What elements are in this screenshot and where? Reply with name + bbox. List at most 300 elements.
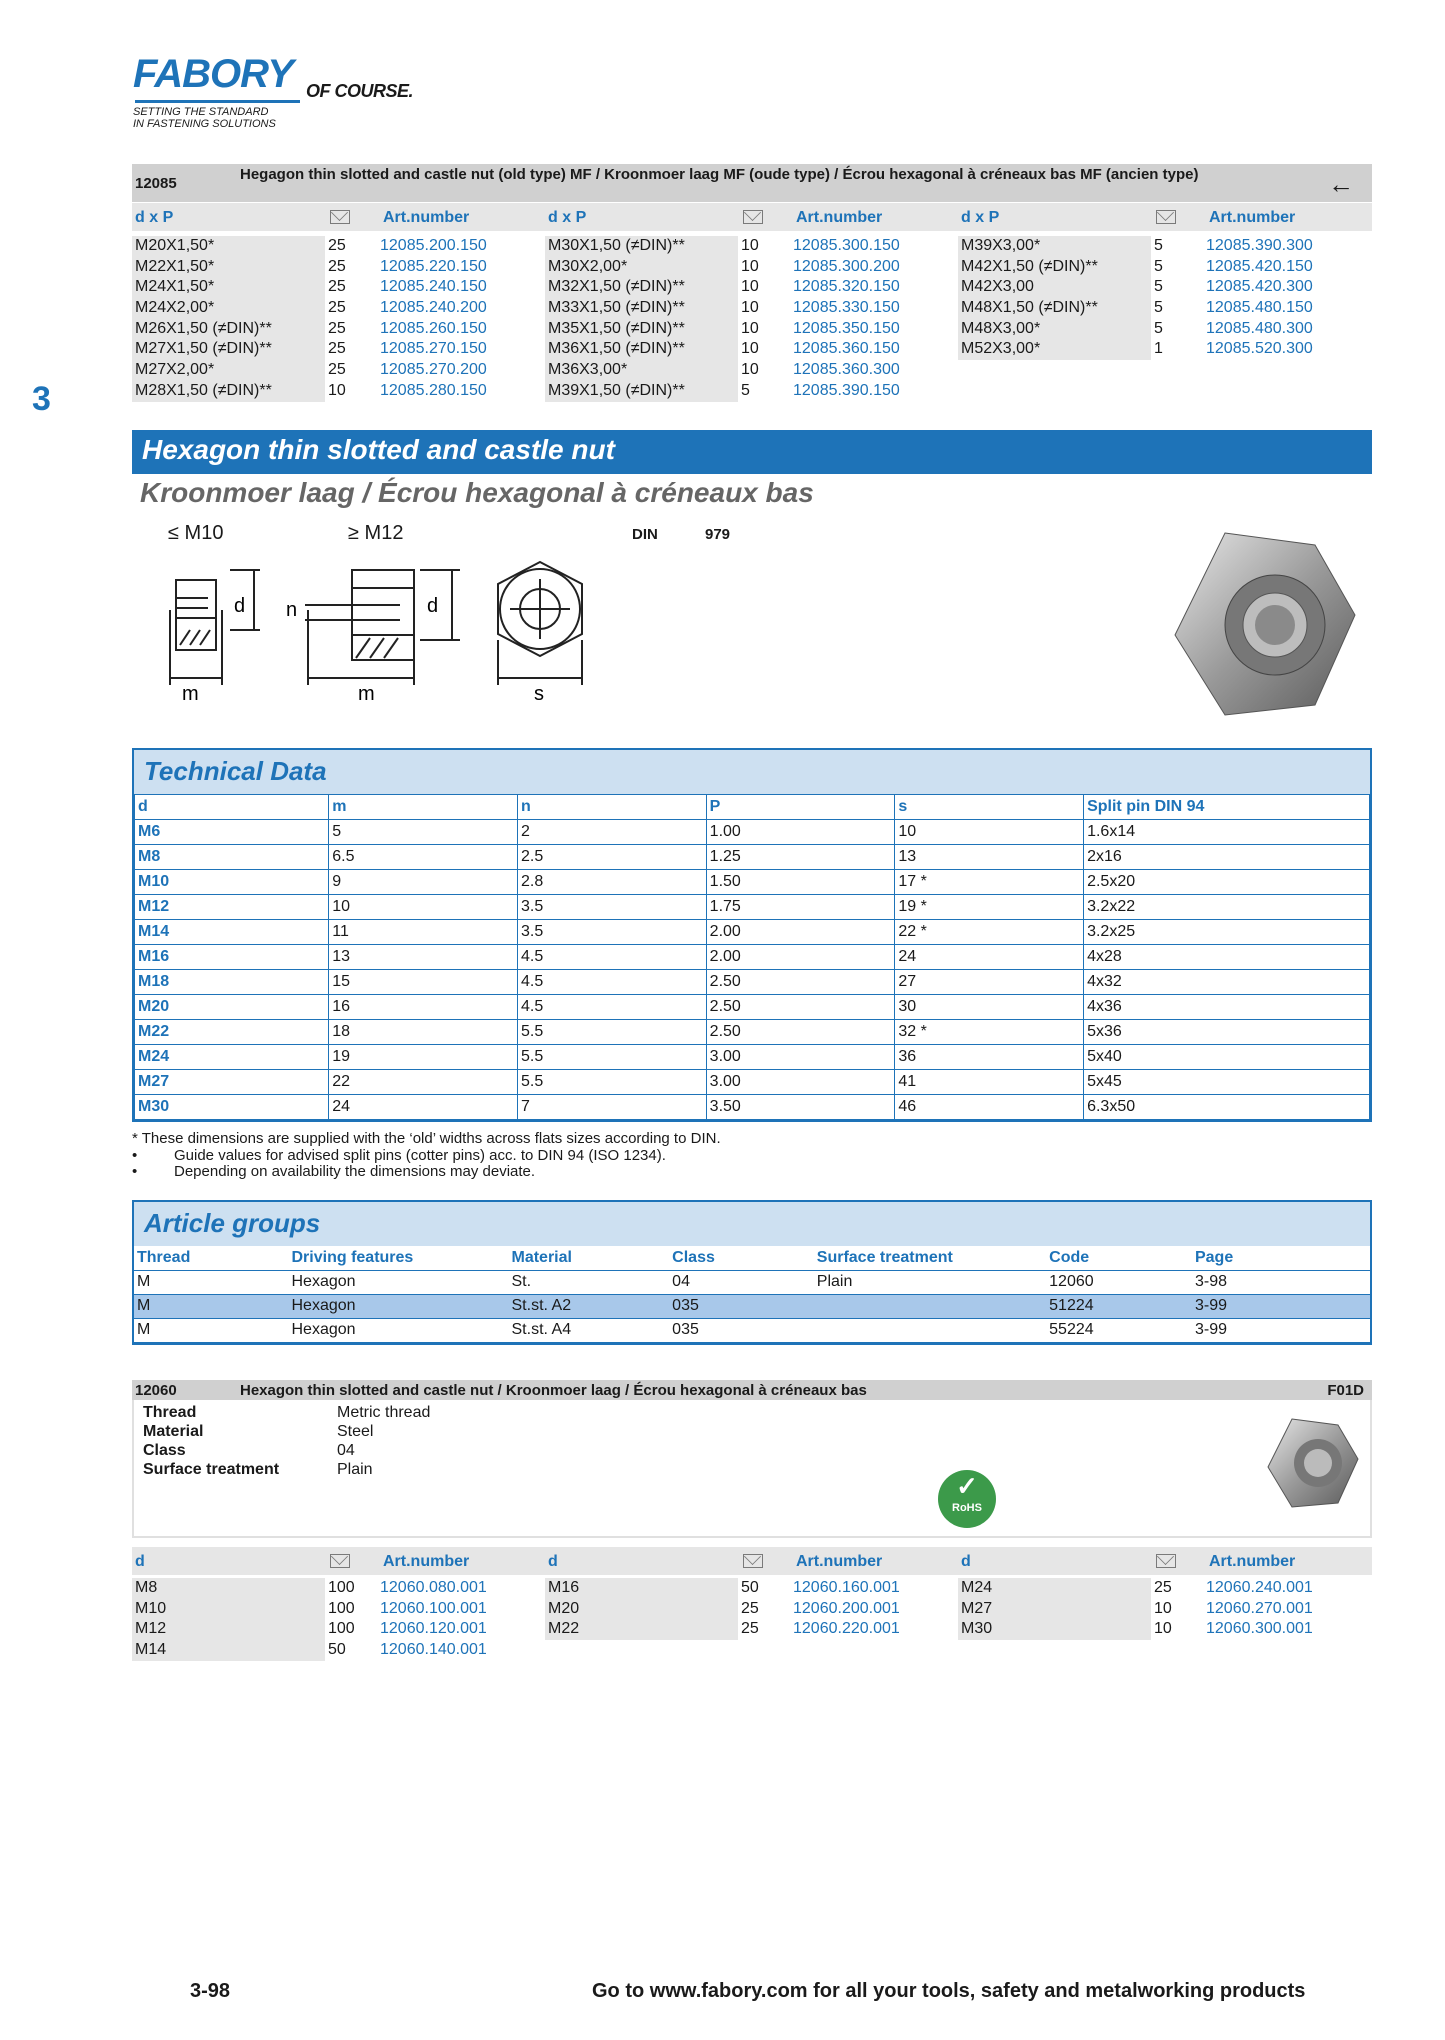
footnote-star: * These dimensions are supplied with the ‘old’ widths across flats sizes according to DIN. [132, 1130, 721, 1147]
table-cell: 035 [669, 1318, 814, 1342]
article-column [132, 236, 532, 402]
tagline-line-2: IN FASTENING SOLUTIONS [133, 118, 276, 130]
thread-size: M26X1,50 (≠DIN)** [132, 319, 325, 340]
tech-header-cell: P [706, 795, 895, 820]
table-row[interactable] [134, 1270, 1370, 1294]
table-cell: 32 * [895, 1020, 1084, 1045]
back-arrow-icon[interactable]: ← [1328, 169, 1354, 199]
article-number-link[interactable]: 12060.100.001 [380, 1599, 487, 1617]
table-cell [814, 1294, 1046, 1318]
table-cell: 18 [329, 1020, 518, 1045]
table-cell: M [134, 1294, 289, 1318]
product-description: Hexagon thin slotted and castle nut / Kroonmoer laag / Écrou hexagonal à créneaux bas [240, 1382, 867, 1399]
fabory-logo [133, 52, 433, 132]
article-number-link[interactable]: 12085.330.150 [793, 299, 900, 317]
table-cell: M16 [135, 945, 329, 970]
dim-m-large: m [358, 683, 375, 705]
thread-size: M39X3,00* [958, 236, 1151, 257]
thread-size: M52X3,00* [958, 339, 1151, 360]
thread-size: M32X1,50 (≠DIN)** [545, 277, 738, 298]
thread-size: M35X1,50 (≠DIN)** [545, 319, 738, 340]
table-cell: 13 [329, 945, 518, 970]
table-cell: 04 [669, 1270, 814, 1294]
article-number-link[interactable]: 12085.520.300 [1206, 340, 1313, 358]
table-cell [814, 1318, 1046, 1342]
rohs-badge [938, 1470, 996, 1528]
article-number-link[interactable]: 12085.480.300 [1206, 319, 1313, 337]
col-header-d-1: d [548, 1553, 558, 1570]
thread-size: M48X3,00* [958, 319, 1151, 340]
thread-size: M14 [132, 1640, 325, 1661]
thread-size: M42X1,50 (≠DIN)** [958, 257, 1151, 278]
article-number-link[interactable]: 12060.270.001 [1206, 1599, 1313, 1617]
table-cell: 5.5 [517, 1045, 706, 1070]
pack-qty: 25 [328, 257, 346, 275]
table-cell: 22 * [895, 920, 1084, 945]
table-cell: 3.50 [706, 1095, 895, 1120]
pack-qty: 5 [1154, 299, 1163, 317]
article-number-link[interactable]: 12060.240.001 [1206, 1579, 1313, 1596]
tagline-line-1: SETTING THE STANDARD [133, 106, 269, 118]
article-number-link[interactable]: 12085.360.300 [793, 361, 900, 379]
old-type-code: 12085 [135, 175, 177, 192]
dim-s: s [534, 683, 544, 705]
table-cell: M8 [135, 845, 329, 870]
technical-drawing [130, 550, 630, 735]
table-cell: 19 [329, 1045, 518, 1070]
table-cell: 2.00 [706, 945, 895, 970]
pack-qty: 100 [328, 1599, 355, 1617]
table-cell: 3-98 [1192, 1270, 1370, 1294]
pack-qty: 5 [1154, 237, 1163, 254]
din-value: 979 [705, 526, 731, 543]
table-cell: 2.50 [706, 970, 895, 995]
table-cell: 1.50 [706, 870, 895, 895]
logo-underline [135, 100, 300, 103]
article-row [958, 1599, 1358, 1620]
groups-header-cell: Class [669, 1246, 814, 1270]
pack-qty: 10 [741, 361, 759, 379]
article-number-link[interactable]: 12085.270.200 [380, 361, 487, 379]
col-header-art-1: Art.number [796, 1553, 883, 1570]
logo-brand: FABORY [133, 52, 293, 96]
thread-size: M36X3,00* [545, 360, 738, 381]
envelope-icon [743, 210, 763, 224]
table-cell: 1.75 [706, 895, 895, 920]
article-row [958, 277, 1358, 298]
groups-header-cell: Driving features [289, 1246, 509, 1270]
table-cell: 4.5 [517, 995, 706, 1020]
article-number-link[interactable]: 12085.300.150 [793, 237, 900, 254]
table-cell: 3.00 [706, 1045, 895, 1070]
thread-size: M36X1,50 (≠DIN)** [545, 339, 738, 360]
article-number-link[interactable]: 12085.260.150 [380, 319, 487, 337]
col-header-art-1: Art.number [796, 209, 883, 226]
thread-size: M8 [132, 1578, 325, 1599]
table-cell: St.st. A2 [509, 1294, 670, 1318]
article-number-link[interactable]: 12085.480.150 [1206, 299, 1313, 317]
table-cell: 2.5 [517, 845, 706, 870]
table-cell: 10 [895, 820, 1084, 845]
pack-qty: 10 [328, 381, 346, 399]
article-row [958, 1578, 1358, 1599]
table-cell: 5x36 [1084, 1020, 1370, 1045]
thread-size: M20X1,50* [132, 236, 325, 257]
old-type-description: Hegagon thin slotted and castle nut (old type) MF / Kroonmoer laag MF (oude type) / Écrou hexagonal à créneaux bas MF (ancien type) [240, 166, 1199, 183]
table-cell: 5x40 [1084, 1045, 1370, 1070]
article-row [958, 257, 1358, 278]
product-code: 12060 [135, 1382, 177, 1399]
table-cell: 3-99 [1192, 1318, 1370, 1342]
table-cell: 4.5 [517, 945, 706, 970]
check-icon: ✓ [956, 1471, 978, 1501]
table-cell: 3.00 [706, 1070, 895, 1095]
drawing-label-small: ≤ M10 [168, 522, 224, 544]
pack-qty: 10 [741, 257, 759, 275]
thread-size: M27X1,50 (≠DIN)** [132, 339, 325, 360]
table-row [135, 820, 1370, 845]
tech-header-cell: d [135, 795, 329, 820]
table-row [135, 895, 1370, 920]
pack-qty: 10 [1154, 1620, 1172, 1638]
rohs-label: RoHS [952, 1502, 982, 1514]
article-number-link[interactable]: 12060.200.001 [793, 1599, 900, 1617]
logo-tagline [133, 106, 276, 130]
table-row [135, 870, 1370, 895]
groups-header-cell: Page [1192, 1246, 1370, 1270]
table-cell: St.st. A4 [509, 1318, 670, 1342]
article-number-link[interactable]: 12085.200.150 [380, 237, 487, 254]
thread-size: M24 [958, 1578, 1151, 1599]
article-row [132, 339, 532, 360]
article-row [545, 298, 945, 319]
article-number-link[interactable]: 12060.120.001 [380, 1620, 487, 1638]
pack-qty: 25 [328, 299, 346, 317]
table-cell: Hexagon [289, 1294, 509, 1318]
table-row [135, 920, 1370, 945]
table-cell: 1.00 [706, 820, 895, 845]
table-cell: 13 [895, 845, 1084, 870]
pack-qty: 10 [741, 340, 759, 358]
table-cell: 6.5 [329, 845, 518, 870]
article-number-link[interactable]: 12085.270.150 [380, 340, 487, 358]
thread-size: M24X2,00* [132, 298, 325, 319]
col-header-d-0: d x P [135, 209, 174, 226]
table-row[interactable] [134, 1318, 1370, 1342]
article-row [132, 277, 532, 298]
castle-nut-thumbnail [1262, 1413, 1362, 1513]
table-cell: M18 [135, 970, 329, 995]
table-cell: 5.5 [517, 1020, 706, 1045]
table-cell: 2.5x20 [1084, 870, 1370, 895]
table-cell: 2.8 [517, 870, 706, 895]
thread-size: M30X2,00* [545, 257, 738, 278]
table-cell: 3.5 [517, 895, 706, 920]
drawing-label-large: ≥ M12 [348, 522, 404, 544]
article-number-link[interactable]: 12085.360.150 [793, 340, 900, 358]
thread-size: M22 [545, 1619, 738, 1640]
property-label: Surface treatment [143, 1461, 280, 1478]
envelope-icon [1156, 1554, 1176, 1568]
table-row [135, 1070, 1370, 1095]
thread-size: M16 [545, 1578, 738, 1599]
table-cell: 36 [895, 1045, 1084, 1070]
table-cell: M10 [135, 870, 329, 895]
table-cell: Hexagon [289, 1318, 509, 1342]
article-number-link[interactable]: 12085.240.200 [380, 299, 487, 317]
chapter-number: 3 [32, 380, 51, 418]
article-row [545, 339, 945, 360]
groups-header-cell: Code [1046, 1246, 1192, 1270]
table-cell: 30 [895, 995, 1084, 1020]
table-cell: 2.50 [706, 995, 895, 1020]
thread-size: M22X1,50* [132, 257, 325, 278]
table-cell: 15 [329, 970, 518, 995]
thread-size: M28X1,50 (≠DIN)** [132, 381, 325, 402]
article-number-link[interactable]: 12060.300.001 [1206, 1620, 1313, 1638]
table-cell: St. [509, 1270, 670, 1294]
table-cell: M6 [135, 820, 329, 845]
article-number-link[interactable]: 12060.140.001 [380, 1641, 487, 1659]
col-header-art-2: Art.number [1209, 209, 1296, 226]
thread-size: M30 [958, 1619, 1151, 1640]
pack-qty: 25 [1154, 1579, 1172, 1596]
table-cell: 1.25 [706, 845, 895, 870]
product-column-header [132, 1547, 1372, 1575]
pack-qty: 10 [741, 278, 759, 296]
table-cell: 3.2x25 [1084, 920, 1370, 945]
property-label: Class [143, 1442, 186, 1459]
section-title: Hexagon thin slotted and castle nut [132, 430, 1372, 474]
pack-qty: 25 [328, 361, 346, 379]
article-row [132, 1599, 532, 1620]
tech-header-cell: s [895, 795, 1084, 820]
table-cell: 55224 [1046, 1318, 1192, 1342]
article-row [545, 236, 945, 257]
pack-qty: 25 [741, 1599, 759, 1617]
table-cell: M12 [135, 895, 329, 920]
article-number-link[interactable]: 12085.280.150 [380, 381, 487, 399]
pack-qty: 5 [1154, 257, 1163, 275]
pack-qty: 50 [328, 1641, 346, 1659]
tech-header-cell: Split pin DIN 94 [1084, 795, 1370, 820]
large-nut-outline [352, 570, 414, 660]
col-header-d-0: d [135, 1553, 145, 1570]
pack-qty: 25 [328, 237, 346, 254]
table-row[interactable] [134, 1294, 1370, 1318]
col-header-art-0: Art.number [383, 1553, 470, 1570]
table-cell: 2 [517, 820, 706, 845]
pack-qty: 50 [741, 1579, 759, 1596]
table-cell: 46 [895, 1095, 1084, 1120]
article-row [958, 236, 1358, 257]
table-cell: 2.00 [706, 920, 895, 945]
article-row [132, 1619, 532, 1640]
property-value: Metric thread [337, 1404, 431, 1421]
article-row [132, 319, 532, 340]
article-number-link[interactable]: 12085.320.150 [793, 278, 900, 296]
pack-qty: 25 [328, 340, 346, 358]
footnote-bullet-2 [132, 1164, 721, 1181]
article-row [132, 381, 532, 402]
article-row [958, 339, 1358, 360]
article-column [132, 1578, 532, 1661]
groups-header-cell: Surface treatment [814, 1246, 1046, 1270]
dim-d-large: d [427, 595, 439, 617]
article-row [132, 360, 532, 381]
thread-size: M10 [132, 1599, 325, 1620]
envelope-icon [743, 1554, 763, 1568]
article-number-link[interactable]: 12060.160.001 [793, 1579, 900, 1596]
table-cell: Plain [814, 1270, 1046, 1294]
table-cell: 9 [329, 870, 518, 895]
table-cell: 7 [517, 1095, 706, 1120]
table-cell: 2.50 [706, 1020, 895, 1045]
col-header-art-2: Art.number [1209, 1553, 1296, 1570]
dim-m-small: m [182, 683, 199, 705]
article-number-link[interactable]: 12060.080.001 [380, 1579, 487, 1596]
small-nut-outline [176, 580, 216, 650]
table-cell: 27 [895, 970, 1084, 995]
article-row [132, 1640, 532, 1661]
article-row [545, 257, 945, 278]
footnote-bullet-1 [132, 1148, 721, 1165]
pack-qty: 1 [1154, 340, 1163, 358]
table-row [135, 1095, 1370, 1120]
table-cell: M14 [135, 920, 329, 945]
article-number-link[interactable]: 12060.220.001 [793, 1620, 900, 1638]
technical-data-title: Technical Data [134, 750, 1370, 794]
article-row [545, 277, 945, 298]
thread-size: M48X1,50 (≠DIN)** [958, 298, 1151, 319]
article-row [958, 1619, 1358, 1640]
table-cell: M30 [135, 1095, 329, 1120]
table-row [135, 995, 1370, 1020]
pack-qty: 100 [328, 1579, 355, 1596]
article-number-link[interactable]: 12085.420.300 [1206, 278, 1313, 296]
table-cell: 24 [329, 1095, 518, 1120]
groups-header-row [134, 1246, 1370, 1270]
table-cell: 24 [895, 945, 1084, 970]
table-cell: 51224 [1046, 1294, 1192, 1318]
pack-qty: 10 [741, 299, 759, 317]
pack-qty: 5 [741, 381, 750, 399]
article-row [545, 381, 945, 402]
table-cell: 16 [329, 995, 518, 1020]
pack-qty: 10 [741, 237, 759, 254]
technical-data-section [132, 748, 1372, 1122]
article-groups-table [134, 1246, 1370, 1343]
product-ref: F01D [1327, 1382, 1364, 1399]
table-row [135, 845, 1370, 870]
thread-size: M39X1,50 (≠DIN)** [545, 381, 738, 402]
technical-data-table [134, 794, 1370, 1120]
table-cell: 12060 [1046, 1270, 1192, 1294]
table-cell: 3.5 [517, 920, 706, 945]
thread-size: M42X3,00 [958, 277, 1151, 298]
old-type-column-header [132, 203, 1372, 231]
article-row [545, 319, 945, 340]
table-cell: 11 [329, 920, 518, 945]
groups-header-cell: Material [509, 1246, 670, 1270]
col-header-d-2: d [961, 1553, 971, 1570]
article-column [958, 1578, 1358, 1640]
pack-qty: 10 [741, 319, 759, 337]
property-value: Plain [337, 1461, 373, 1478]
article-number-link[interactable]: 12085.240.150 [380, 278, 487, 296]
dim-n: n [286, 599, 298, 621]
table-row [135, 1020, 1370, 1045]
thread-size: M20 [545, 1599, 738, 1620]
table-cell: 4x28 [1084, 945, 1370, 970]
article-number-link[interactable]: 12085.350.150 [793, 319, 900, 337]
table-cell: Hexagon [289, 1270, 509, 1294]
col-header-d-2: d x P [961, 209, 1000, 226]
article-number-link[interactable]: 12085.390.150 [793, 381, 900, 399]
table-cell: M [134, 1318, 289, 1342]
table-cell: 19 * [895, 895, 1084, 920]
pack-qty: 5 [1154, 319, 1163, 337]
thread-size: M30X1,50 (≠DIN)** [545, 236, 738, 257]
footnote-1-text: Guide values for advised split pins (cotter pins) acc. to DIN 94 (ISO 1234). [174, 1146, 666, 1164]
article-row [958, 319, 1358, 340]
article-row [132, 257, 532, 278]
property-value: Steel [337, 1423, 374, 1440]
pack-qty: 25 [328, 319, 346, 337]
property-value: 04 [337, 1442, 355, 1459]
groups-header-cell: Thread [134, 1246, 289, 1270]
bullet-2: • [132, 1163, 138, 1180]
table-cell: 17 * [895, 870, 1084, 895]
table-cell: 2x16 [1084, 845, 1370, 870]
table-cell: 4.5 [517, 970, 706, 995]
dim-d-small: d [234, 595, 246, 617]
footnote-2-text: Depending on availability the dimensions may deviate. [174, 1163, 536, 1180]
article-row [132, 1578, 532, 1599]
table-cell: 3.2x22 [1084, 895, 1370, 920]
table-cell: 1.6x14 [1084, 820, 1370, 845]
article-number-link[interactable]: 12085.220.150 [380, 257, 487, 275]
thread-size: M27 [958, 1599, 1151, 1620]
article-number-link[interactable]: 12085.300.200 [793, 257, 900, 275]
table-cell: M24 [135, 1045, 329, 1070]
thread-size: M27X2,00* [132, 360, 325, 381]
table-cell: 4x32 [1084, 970, 1370, 995]
footnotes [132, 1131, 721, 1181]
article-row [545, 1619, 945, 1640]
col-header-art-0: Art.number [383, 209, 470, 226]
pack-qty: 25 [741, 1620, 759, 1638]
article-number-link[interactable]: 12085.390.300 [1206, 237, 1313, 254]
article-number-link[interactable]: 12085.420.150 [1206, 257, 1313, 275]
pack-qty: 25 [328, 278, 346, 296]
envelope-icon [330, 1554, 350, 1568]
article-groups-title: Article groups [134, 1202, 1370, 1246]
table-cell: 5.5 [517, 1070, 706, 1095]
pack-qty: 5 [1154, 278, 1163, 296]
article-row [132, 298, 532, 319]
article-row [545, 360, 945, 381]
article-row [545, 1578, 945, 1599]
thread-size: M12 [132, 1619, 325, 1640]
table-cell: 10 [329, 895, 518, 920]
logo-slogan: OF COURSE. [306, 81, 414, 101]
table-cell: 22 [329, 1070, 518, 1095]
property-label: Thread [143, 1404, 197, 1421]
din-label: DIN [632, 526, 658, 543]
table-cell: 3-99 [1192, 1294, 1370, 1318]
product-properties [132, 1400, 1372, 1538]
